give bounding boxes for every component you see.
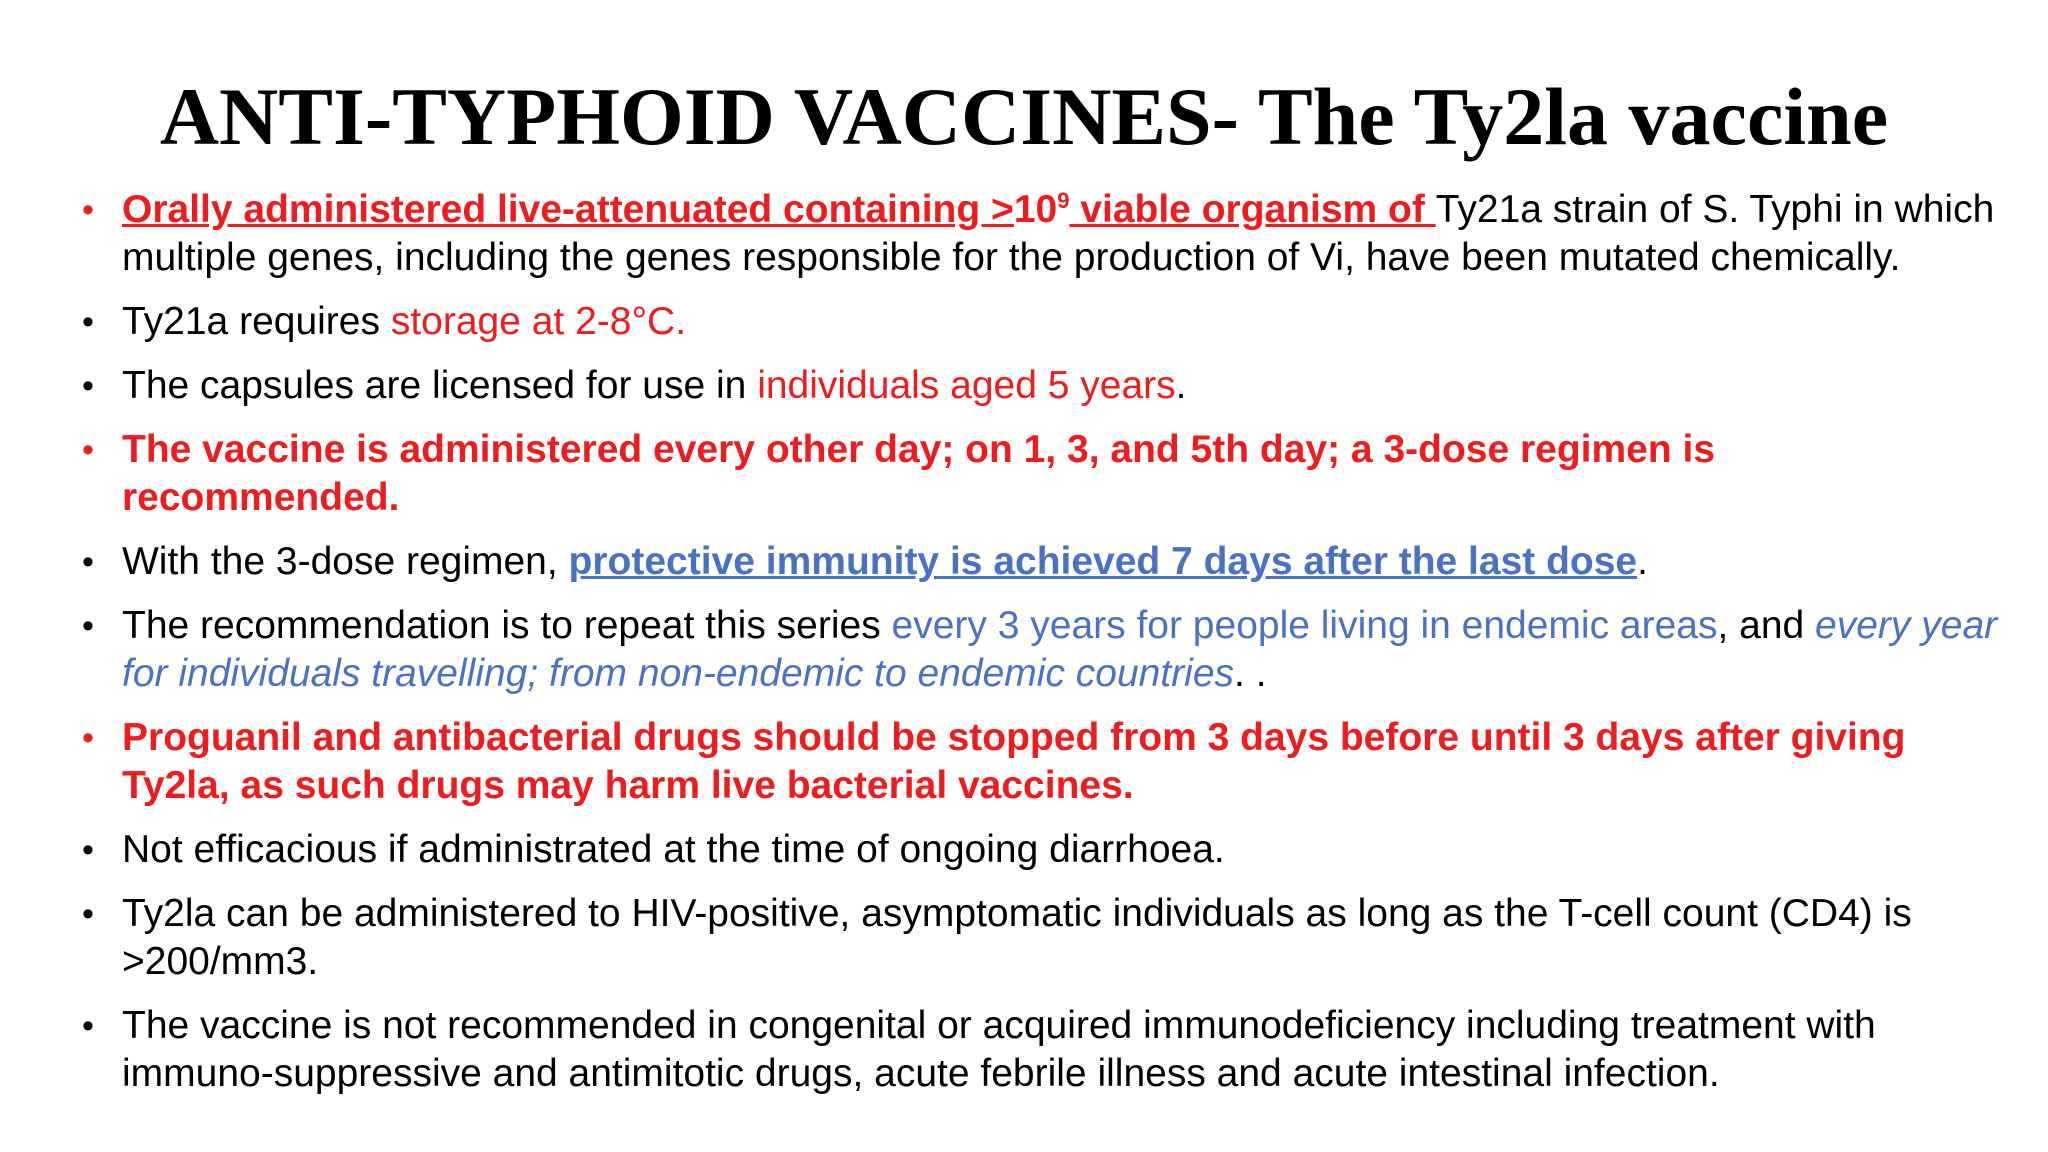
bullet-item-2	[82, 298, 2002, 346]
bullet-icon: •	[82, 543, 94, 581]
bullet-5-text: With the 3-dose regimen,	[122, 540, 569, 583]
bullet-item-7	[82, 714, 2002, 810]
bullet-2-text: Ty21a requires	[122, 300, 391, 343]
bullet-icon: •	[82, 367, 94, 405]
bullet-icon: •	[82, 607, 94, 645]
bullet-icon: •	[82, 303, 94, 341]
bullet-3-end: .	[1175, 364, 1187, 407]
bullet-9-text: Ty2la can be administered to HIV-positive, asymptomatic individuals as long as the T-cell count (CD4) is >200/mm3.	[122, 892, 1912, 983]
bullet-5-immunity: protective immunity is achieved 7 days after the last dose	[568, 540, 1638, 583]
bullet-1-oral-text: Orally administered live-attenuated containing >	[122, 188, 1014, 231]
bullet-3-text: The capsules are licensed for use in	[122, 364, 758, 407]
bullet-icon: •	[82, 191, 94, 229]
bullet-6-and: , and	[1717, 604, 1816, 647]
bullet-item-3	[82, 362, 2002, 410]
bullet-6-endemic: every 3 years for people living in endemic areas	[891, 604, 1718, 647]
bullet-item-10	[82, 1002, 2002, 1098]
bullet-7-text: Proguanil and antibacterial drugs should be stopped from 3 days before until 3 days after giving Ty2la, as such drugs may harm live bacterial vaccines.	[122, 716, 1906, 807]
bullet-icon: •	[82, 831, 94, 869]
bullet-icon: •	[82, 719, 94, 757]
bullet-icon: •	[82, 1007, 94, 1045]
bullet-item-5	[82, 538, 2002, 586]
bullet-5-end: .	[1637, 540, 1648, 583]
bullet-1-exponent: 9	[1057, 188, 1070, 213]
bullet-icon: •	[82, 895, 94, 933]
bullet-8-text: Not efficacious if administrated at the time of ongoing diarrhoea.	[122, 828, 1225, 871]
slide-title: ANTI-TYPHOID VACCINES- The Ty2la vaccine	[159, 71, 1889, 162]
bullet-6-travellers: every year for individuals travelling; from non-endemic to endemic countries	[122, 604, 1998, 695]
bullet-item-9	[82, 890, 2002, 986]
bullet-icon: •	[82, 431, 94, 469]
bullet-item-8	[82, 826, 2002, 874]
bullet-1-dose: 10	[1013, 188, 1058, 231]
bullet-list	[82, 186, 2002, 1114]
bullet-item-4	[82, 426, 2002, 522]
bullet-3-age: individuals aged 5 years	[757, 364, 1176, 407]
bullet-6-end: . .	[1234, 652, 1267, 695]
bullet-1-strain-text: Ty21a strain of S. Typhi in which multiple genes, including the genes responsible for the production of Vi, have been mutated chemically.	[122, 188, 1995, 279]
bullet-6-text: The recommendation is to repeat this series	[122, 604, 892, 647]
bullet-item-1	[82, 186, 2002, 282]
bullet-item-6	[82, 602, 2002, 698]
bullet-2-storage: storage at 2-8°C.	[390, 300, 687, 343]
bullet-1-viable-text: viable organism of	[1069, 188, 1436, 231]
bullet-10-text: The vaccine is not recommended in congenital or acquired immunodeficiency including treatment with immuno-suppressive and antimitotic drugs, acute febrile illness and acute intestinal infection.	[122, 1004, 1876, 1095]
bullet-4-text: The vaccine is administered every other day; on 1, 3, and 5th day; a 3-dose regimen is recommended.	[122, 428, 1716, 519]
